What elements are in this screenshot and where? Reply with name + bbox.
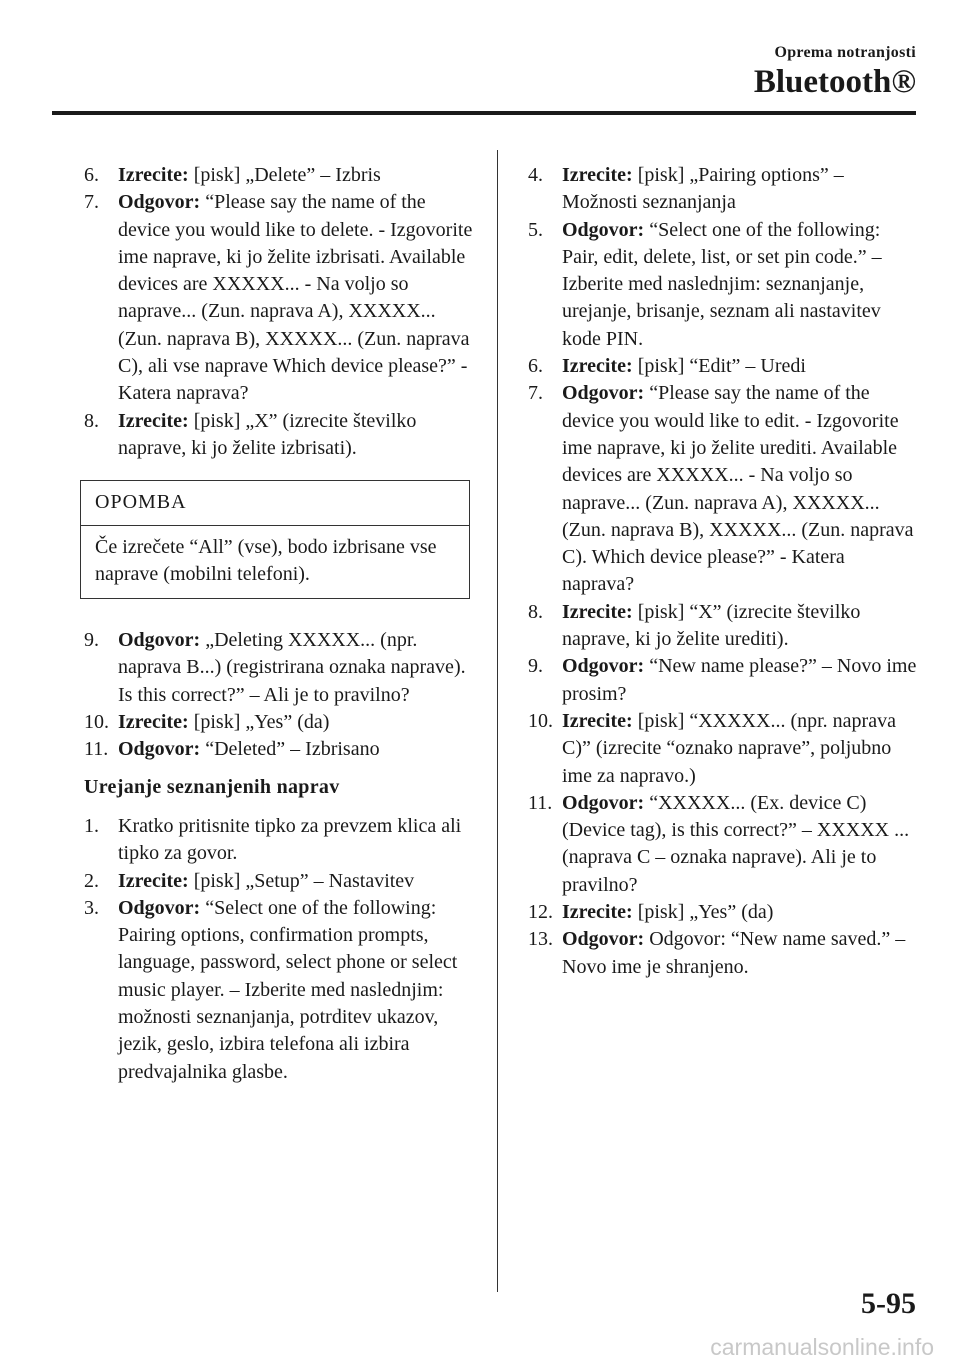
list-item bbox=[84, 868, 474, 895]
page-title: Bluetooth® bbox=[753, 64, 916, 100]
step-number: 12. bbox=[528, 901, 553, 924]
left-column bbox=[84, 162, 474, 1086]
list-item bbox=[528, 653, 918, 708]
step-number: 8. bbox=[84, 409, 99, 432]
list-item bbox=[528, 926, 918, 981]
step-number: 5. bbox=[528, 218, 543, 241]
step-number: 11. bbox=[528, 791, 553, 814]
right-column bbox=[528, 162, 918, 981]
step-number: 10. bbox=[528, 709, 553, 732]
step-text: Kratko pritisnite tipko za prevzem klica ali tipko za govor. bbox=[118, 814, 462, 865]
step-text: [pisk] „Delete” – Izbris bbox=[188, 164, 381, 186]
step-label: Odgovor: bbox=[118, 191, 201, 214]
step-text: [pisk] „Pairing options” – Možnosti seznanjanja bbox=[562, 164, 844, 214]
step-number: 7. bbox=[528, 382, 543, 405]
step-label: Izrecite: bbox=[562, 355, 633, 378]
list-item bbox=[528, 217, 918, 353]
step-text: “Deleted” – Izbrisano bbox=[200, 738, 380, 761]
step-text: [pisk] “X” (izrecite številko naprave, ki jo želite urediti). bbox=[562, 600, 861, 651]
step-text: “XXXXX... (Ex. device C) (Device tag), is this correct?” – XXXXX ... (naprava C – oznaka naprave). Ali je to pravilno? bbox=[562, 791, 910, 896]
note-heading: OPOMBA bbox=[81, 481, 469, 525]
step-label: Odgovor: bbox=[562, 928, 645, 951]
step-list-c bbox=[84, 813, 474, 1086]
step-number: 11. bbox=[84, 738, 109, 761]
step-number: 6. bbox=[528, 355, 543, 378]
step-text: “New name please?” – Novo ime prosim? bbox=[562, 655, 917, 705]
step-label: Izrecite: bbox=[118, 869, 189, 892]
list-item bbox=[528, 790, 918, 899]
list-item bbox=[528, 380, 918, 598]
step-number: 9. bbox=[84, 629, 99, 652]
list-item bbox=[84, 709, 474, 736]
step-text: [pisk] “XXXXX... (npr. naprava C)” (izrecite “oznako naprave”, poljubno ime za napravo.) bbox=[562, 709, 896, 787]
list-item bbox=[84, 408, 474, 463]
note-text: Če izrečete “All” (vse), bodo izbrisane vse naprave (mobilni telefoni). bbox=[95, 535, 437, 585]
step-list-a bbox=[84, 162, 474, 462]
list-item bbox=[528, 708, 918, 790]
step-text: [pisk] „Setup” – Nastavitev bbox=[188, 869, 415, 892]
watermark: carmanualsonline.info bbox=[710, 1334, 934, 1360]
step-number: 10. bbox=[84, 711, 109, 734]
step-label: Odgovor: bbox=[562, 791, 645, 814]
step-number: 6. bbox=[84, 164, 99, 186]
step-label: Odgovor: bbox=[562, 218, 645, 241]
step-text: “Please say the name of the device you would like to delete. - Izgovorite ime naprave, ki jo želite izbrisati. Available devices are XXXXX... - Na voljo so naprave... (Zun. naprava A), XXXXX... (Zun. naprava B), XXXXX... (Zun. naprava C), ali vse naprave Which device please?” - Katera naprava? bbox=[118, 191, 473, 405]
list-item bbox=[528, 162, 918, 217]
step-number: 1. bbox=[84, 814, 99, 837]
step-text: “Please say the name of the device you would like to edit. - Izgovorite ime naprave, ki jo želite urediti. Available devices are XXXXX... - Na voljo so naprave... (Zun. naprava A), XXXXX... (Zun. naprava B), XXXXX... (Zun. naprava C). Which device please?” - Katera naprava? bbox=[562, 382, 914, 596]
step-text: “Select one of the following: Pairing options, confirmation prompts, language, password, select phone or select music player. – Izberite med naslednjim: možnosti seznanjanja, potrditev ukazov, jezik, geslo, izbira telefona ali izbira predvajalnika glasbe. bbox=[118, 896, 458, 1083]
step-number: 13. bbox=[528, 928, 553, 951]
step-label: Izrecite: bbox=[562, 600, 633, 623]
list-item bbox=[528, 353, 918, 380]
step-text: Odgovor: “New name saved.” – Novo ime je shranjeno. bbox=[562, 928, 906, 978]
step-label: Izrecite: bbox=[118, 711, 189, 734]
list-item bbox=[84, 895, 474, 1086]
step-number: 7. bbox=[84, 191, 99, 214]
step-text: [pisk] „Yes” (da) bbox=[632, 901, 774, 924]
section-subtitle: Oprema notranjosti bbox=[774, 44, 916, 61]
header-rule bbox=[52, 111, 916, 115]
list-item bbox=[84, 162, 474, 189]
step-number: 9. bbox=[528, 655, 543, 678]
column-divider bbox=[497, 150, 498, 1292]
list-item bbox=[84, 189, 474, 407]
step-label: Odgovor: bbox=[118, 896, 201, 919]
section-heading: Urejanje seznanjenih naprav bbox=[84, 775, 340, 798]
step-text: [pisk] “Edit” – Uredi bbox=[632, 355, 806, 378]
step-text: “Select one of the following: Pair, edit, delete, list, or set pin code.” – Izberite med naslednjim: seznanjanje, urejanje, brisanje, seznam ali nastavitev kode PIN. bbox=[562, 218, 882, 350]
step-list-right bbox=[528, 162, 918, 981]
list-item bbox=[84, 813, 474, 868]
step-text: [pisk] „X” (izrecite številko naprave, ki jo želite izbrisati). bbox=[118, 409, 417, 459]
step-label: Izrecite: bbox=[562, 709, 633, 732]
step-label: Odgovor: bbox=[562, 382, 645, 405]
page-number: 5-95 bbox=[861, 1287, 916, 1320]
step-text: [pisk] „Yes” (da) bbox=[188, 711, 330, 734]
step-label: Odgovor: bbox=[562, 655, 645, 678]
step-label: Izrecite: bbox=[118, 409, 189, 432]
step-label: Odgovor: bbox=[118, 629, 201, 652]
list-item bbox=[84, 627, 474, 709]
step-number: 8. bbox=[528, 600, 543, 623]
step-number: 4. bbox=[528, 164, 543, 186]
list-item bbox=[528, 599, 918, 654]
step-number: 2. bbox=[84, 869, 99, 892]
step-label: Izrecite: bbox=[118, 164, 189, 186]
step-text: „Deleting XXXXX... (npr. naprava B...) (registrirana oznaka naprave). Is this correct?” – Ali je to pravilno? bbox=[118, 629, 466, 706]
list-item bbox=[84, 736, 474, 763]
note-box bbox=[80, 480, 470, 599]
step-label: Odgovor: bbox=[118, 738, 201, 761]
step-label: Izrecite: bbox=[562, 164, 633, 186]
step-label: Izrecite: bbox=[562, 901, 633, 924]
step-number: 3. bbox=[84, 896, 99, 919]
list-item bbox=[528, 899, 918, 926]
step-list-b bbox=[84, 627, 474, 763]
